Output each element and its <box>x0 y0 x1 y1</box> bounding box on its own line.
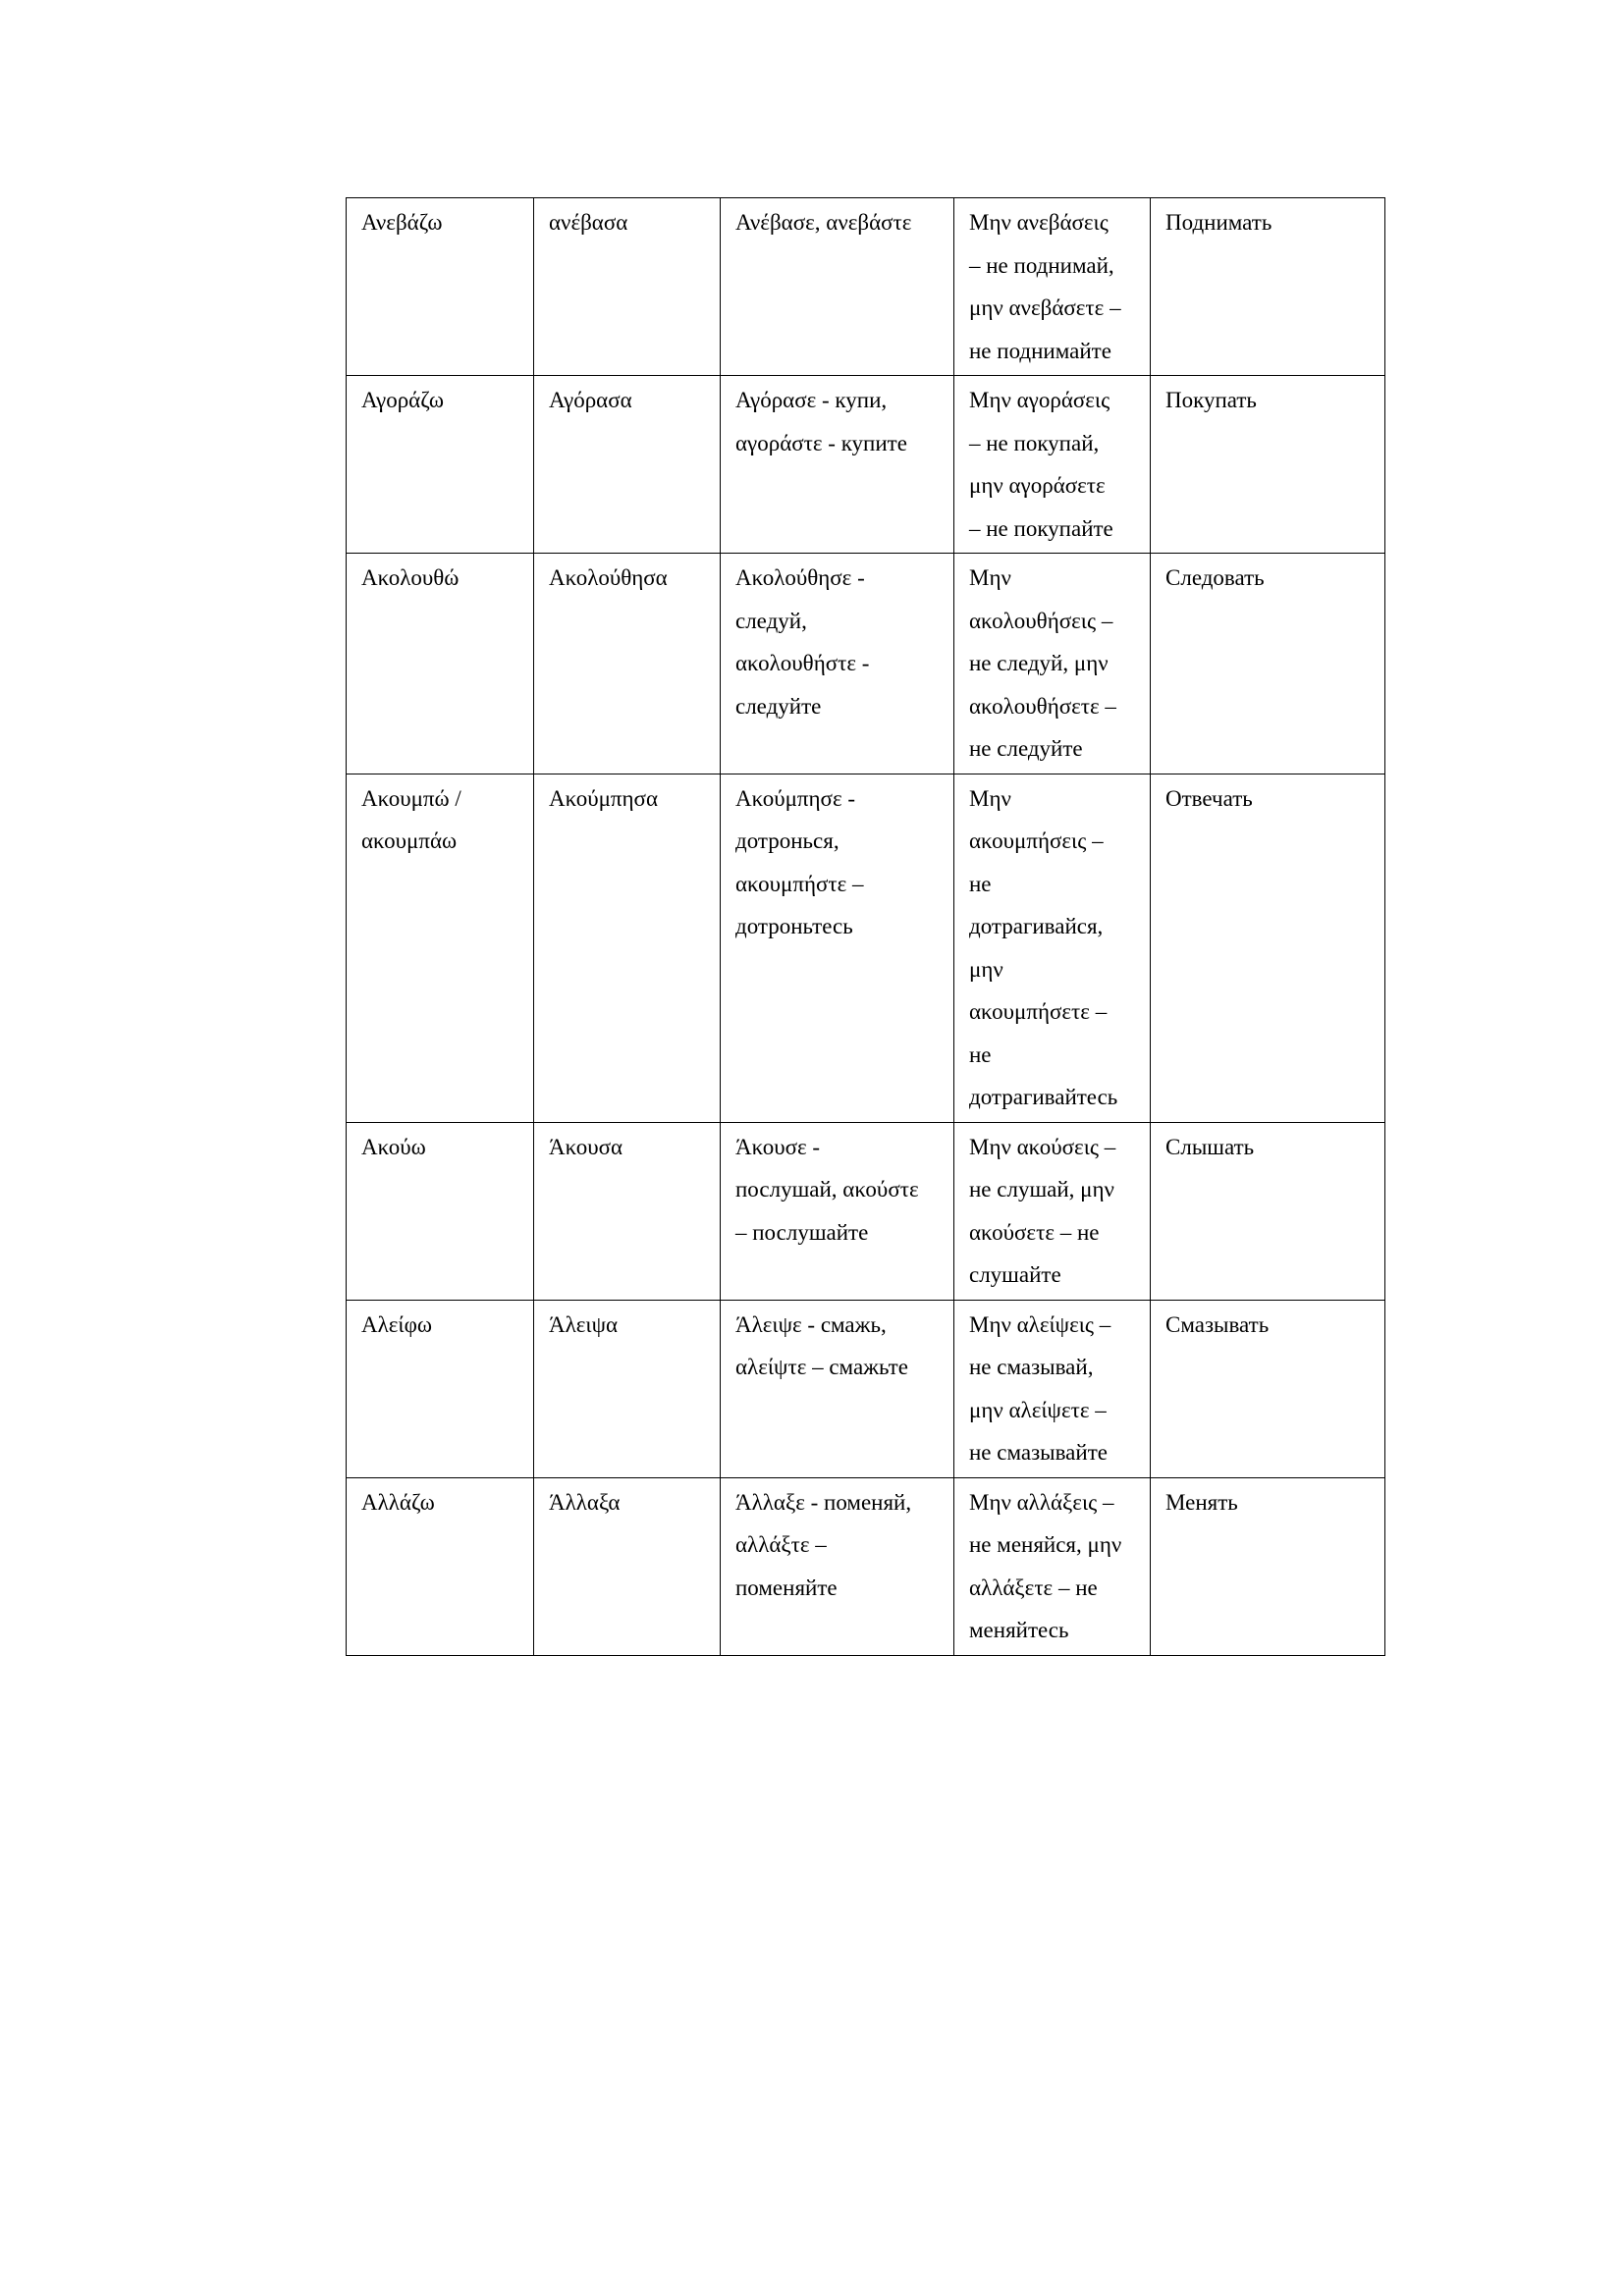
cell-text-line: дотрагивайся, <box>969 914 1104 938</box>
cell-text-line: Менять <box>1165 1489 1238 1515</box>
cell-text-line: Μην <box>969 785 1011 811</box>
aorist-form-cell <box>534 774 721 1122</box>
table-row <box>347 554 1385 774</box>
cell-text-line: ακολουθήσεις – <box>969 608 1113 633</box>
verb-table-body <box>347 198 1385 1656</box>
negative-imperative-cell <box>954 1477 1151 1655</box>
imperative-form-cell <box>721 376 954 554</box>
cell-text-line: ακολουθήσετε – <box>969 693 1116 719</box>
cell-text-line: Αγοράζω <box>361 388 445 412</box>
table-row <box>347 1122 1385 1300</box>
cell-text-line: не следуй, μην <box>969 651 1109 675</box>
russian-translation-cell <box>1151 1300 1385 1477</box>
cell-text-line: не слушай, μην <box>969 1177 1114 1201</box>
cell-text-line: Μην <box>969 565 1011 590</box>
aorist-form-cell <box>534 376 721 554</box>
cell-text-line: Ανέβασε, ανεβάστε <box>735 210 912 235</box>
table-row <box>347 774 1385 1122</box>
cell-text-line: Ακούμπησα <box>549 785 659 811</box>
cell-text-line: – не поднимай, <box>969 252 1114 278</box>
cell-text-line: Άλλαξα <box>549 1489 621 1515</box>
table-row <box>347 1477 1385 1655</box>
cell-text-line: Покупать <box>1165 388 1257 412</box>
cell-text-line: Ακολουθώ <box>361 565 460 590</box>
cell-text-line: Αγόρασα <box>549 388 632 412</box>
cell-text-line: не <box>969 871 992 896</box>
cell-text-line: дотроньтесь <box>735 914 853 938</box>
cell-text-line: не поднимайте <box>969 338 1111 363</box>
present-form-cell <box>347 198 534 376</box>
cell-text-line: ακουμπήστε – <box>735 871 864 896</box>
negative-imperative-cell <box>954 376 1151 554</box>
russian-translation-cell <box>1151 1477 1385 1655</box>
cell-text-line: не меняйся, μην <box>969 1532 1122 1557</box>
cell-text-line: поменяйте <box>735 1575 838 1600</box>
cell-text-line: μην αλείψετε – <box>969 1397 1107 1422</box>
aorist-form-cell <box>534 554 721 774</box>
imperative-form-cell <box>721 1300 954 1477</box>
cell-text-line: Άλειψα <box>549 1311 619 1337</box>
cell-text-line: Смазывать <box>1165 1311 1270 1337</box>
verb-conjugation-table <box>346 197 1385 1656</box>
aorist-form-cell <box>534 1300 721 1477</box>
cell-text-line: ακούσετε – не <box>969 1219 1100 1245</box>
cell-text-line: следуй, <box>735 608 807 633</box>
cell-text-line: αγοράστε - купите <box>735 430 907 455</box>
imperative-form-cell <box>721 554 954 774</box>
cell-text-line: Άκουσε - <box>735 1134 821 1159</box>
cell-text-line: Отвечать <box>1165 785 1253 811</box>
cell-text-line: Поднимать <box>1165 210 1272 235</box>
present-form-cell <box>347 1122 534 1300</box>
aorist-form-cell <box>534 1477 721 1655</box>
cell-text-line: Ακούω <box>361 1134 426 1159</box>
present-form-cell <box>347 1300 534 1477</box>
russian-translation-cell <box>1151 376 1385 554</box>
cell-text-line: μην ανεβάσετε – <box>969 295 1121 320</box>
cell-text-line: следуйте <box>735 693 822 719</box>
cell-text-line: Αγόρασε - купи, <box>735 388 888 412</box>
imperative-form-cell <box>721 774 954 1122</box>
cell-text-line: меняйтесь <box>969 1618 1069 1642</box>
russian-translation-cell <box>1151 554 1385 774</box>
cell-text-line: ανέβασα <box>549 210 628 235</box>
cell-text-line: не смазывай, <box>969 1355 1094 1379</box>
cell-text-line: Άλλαξε - поменяй, <box>735 1489 912 1515</box>
russian-translation-cell <box>1151 198 1385 376</box>
present-form-cell <box>347 376 534 554</box>
cell-text-line: Άκουσα <box>549 1134 623 1159</box>
aorist-form-cell <box>534 198 721 376</box>
cell-text-line: дотрагивайтесь <box>969 1085 1118 1109</box>
cell-text-line: ακουμπάω <box>361 828 458 853</box>
cell-text-line: Ακούμπησε - <box>735 785 856 811</box>
cell-text-line: послушай, ακούστε <box>735 1177 919 1201</box>
imperative-form-cell <box>721 1122 954 1300</box>
imperative-form-cell <box>721 1477 954 1655</box>
negative-imperative-cell <box>954 1122 1151 1300</box>
cell-text-line: Μην αγοράσεις <box>969 388 1110 412</box>
cell-text-line: не следуйте <box>969 736 1083 761</box>
table-row <box>347 198 1385 376</box>
negative-imperative-cell <box>954 198 1151 376</box>
cell-text-line: Αλλάζω <box>361 1489 435 1515</box>
cell-text-line: – не покупай, <box>969 430 1100 455</box>
cell-text-line: Ακουμπώ / <box>361 785 461 811</box>
cell-text-line: Ακολούθησε - <box>735 565 865 590</box>
table-row <box>347 1300 1385 1477</box>
negative-imperative-cell <box>954 1300 1151 1477</box>
cell-text-line: μην αγοράσετε <box>969 473 1106 498</box>
russian-translation-cell <box>1151 774 1385 1122</box>
cell-text-line: не <box>969 1041 992 1067</box>
imperative-form-cell <box>721 198 954 376</box>
cell-text-line: слушайте <box>969 1262 1061 1287</box>
cell-text-line: Αλείφω <box>361 1311 433 1337</box>
negative-imperative-cell <box>954 554 1151 774</box>
present-form-cell <box>347 554 534 774</box>
cell-text-line: μην <box>969 956 1003 982</box>
cell-text-line: не смазывайте <box>969 1440 1108 1465</box>
cell-text-line: Μην ακούσεις – <box>969 1134 1116 1159</box>
cell-text-line: ακουμπήσετε – <box>969 999 1108 1024</box>
cell-text-line: Слышать <box>1165 1134 1255 1159</box>
aorist-form-cell <box>534 1122 721 1300</box>
cell-text-line: Ακολούθησα <box>549 565 668 590</box>
present-form-cell <box>347 1477 534 1655</box>
cell-text-line: Следовать <box>1165 565 1265 590</box>
cell-text-line: αλείψτε – смажьте <box>735 1355 908 1379</box>
negative-imperative-cell <box>954 774 1151 1122</box>
cell-text-line: αλλάξτε – <box>735 1532 827 1557</box>
cell-text-line: дотронься, <box>735 828 839 853</box>
cell-text-line: Άλειψε - смажь, <box>735 1311 887 1337</box>
cell-text-line: Ανεβάζω <box>361 210 443 235</box>
cell-text-line: – не покупайте <box>969 515 1113 541</box>
russian-translation-cell <box>1151 1122 1385 1300</box>
cell-text-line: ακουμπήσεις – <box>969 828 1104 853</box>
cell-text-line: ακολουθήστε - <box>735 651 870 675</box>
cell-text-line: Μην ανεβάσεις <box>969 210 1109 235</box>
cell-text-line: αλλάξετε – не <box>969 1575 1098 1600</box>
table-row <box>347 376 1385 554</box>
cell-text-line: Μην αλείψεις – <box>969 1311 1111 1337</box>
cell-text-line: – послушайте <box>735 1219 869 1245</box>
cell-text-line: Μην αλλάξεις – <box>969 1489 1114 1515</box>
present-form-cell <box>347 774 534 1122</box>
